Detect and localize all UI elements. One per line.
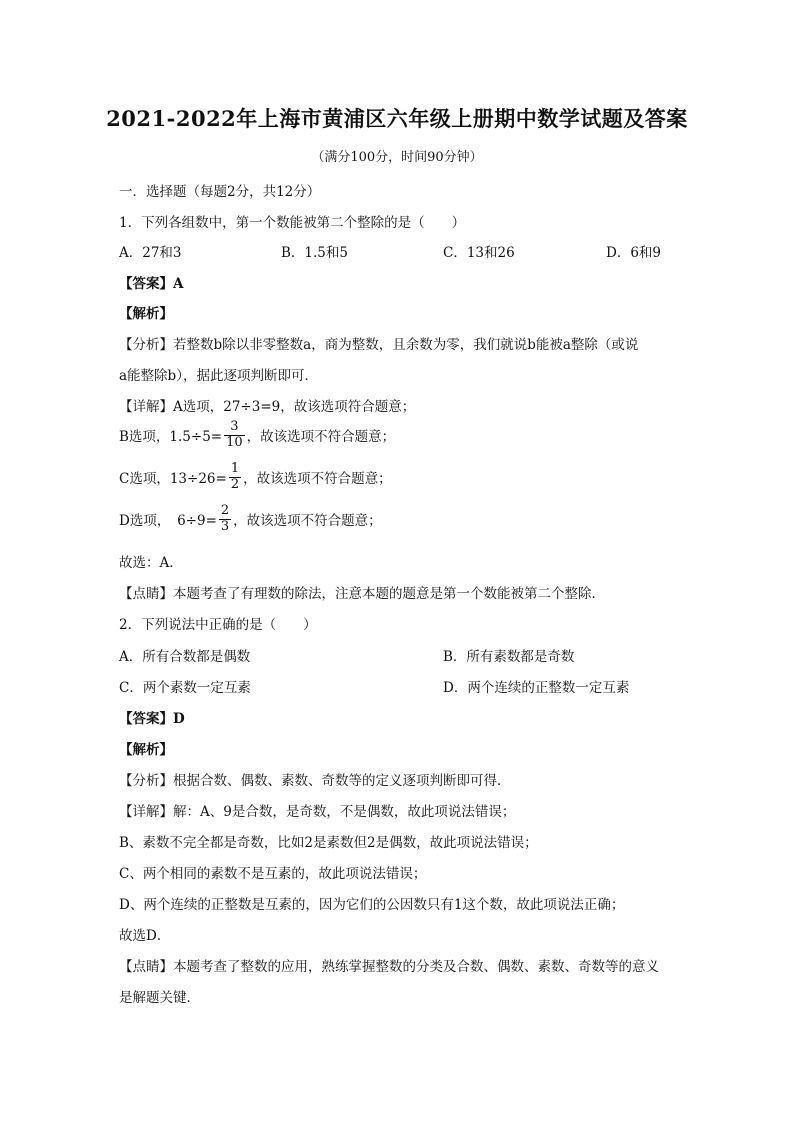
q2-dianjing-line-2: 是解题关键． bbox=[119, 990, 200, 1006]
question-1-stem: 1．下列各组数中，第一个数能被第二个整除的是（ ） bbox=[119, 215, 466, 231]
q1-detail-c-fraction bbox=[229, 462, 241, 493]
q2-option-b: B．所有素数都是奇数 bbox=[443, 649, 575, 665]
document-subtitle: （满分100分，时间90分钟） bbox=[311, 150, 483, 165]
section-heading: 一．选择题（每题2分，共12分） bbox=[119, 184, 321, 200]
q1-detail-b-fraction bbox=[224, 420, 245, 451]
q2-option-a: A．所有合数都是偶数 bbox=[119, 649, 251, 665]
q1-answer: 【答案】A bbox=[119, 276, 184, 292]
q1-choose: 故选：A． bbox=[119, 555, 183, 571]
q1-dianjing: 【点睛】本题考查了有理数的除法，注意本题的题意是第一个数能被第二个整除． bbox=[119, 586, 605, 602]
q1-detail-c bbox=[119, 462, 392, 493]
fraction-denominator: 10 bbox=[226, 434, 243, 450]
q2-detail-b: B、素数不完全都是奇数，比如2是素数但2是偶数，故此项说法错误； bbox=[119, 835, 538, 851]
q2-option-c: C．两个素数一定互素 bbox=[119, 680, 251, 696]
q2-analysis-label: 【解析】 bbox=[119, 742, 173, 758]
q1-option-d: D．6和9 bbox=[606, 245, 662, 261]
q1-detail-c-suffix: ，故该选项不符合题意； bbox=[243, 471, 392, 488]
q2-dianjing-line-1: 【点睛】本题考查了整数的应用，熟练掌握整数的分类及合数、偶数、素数、奇数等的意义 bbox=[119, 959, 659, 975]
q2-detail-c: C、两个相同的素数不是互素的，故此项说法错误； bbox=[119, 866, 427, 882]
q1-fenxi-line-1: 【分析】若整数b除以非零整数a，商为整数，且余数为零，我们就说b能被a整除（或说 bbox=[119, 337, 639, 353]
q1-option-c: C．13和26 bbox=[443, 245, 515, 261]
q2-detail-d: D、两个连续的正整数是互素的，因为它们的公因数只有1这个数，故此项说法正确； bbox=[119, 897, 625, 913]
q2-option-d: D．两个连续的正整数一定互素 bbox=[443, 680, 630, 696]
q2-fenxi: 【分析】根据合数、偶数、素数、奇数等的定义逐项判断即可得． bbox=[119, 773, 511, 789]
q1-detail-d bbox=[119, 504, 382, 535]
q1-detail-b-prefix: B选项，1.5÷5= bbox=[119, 429, 223, 446]
q1-analysis-label: 【解析】 bbox=[119, 306, 173, 322]
q1-detail-c-prefix: C选项，13÷26= bbox=[119, 471, 227, 488]
fraction-numerator: 2 bbox=[220, 503, 230, 518]
fraction-numerator: 1 bbox=[230, 461, 240, 476]
fraction-denominator: 2 bbox=[230, 476, 240, 492]
q1-detail-b-suffix: ，故该选项不符合题意； bbox=[246, 429, 396, 446]
document-title: 2021-2022年上海市黄浦区六年级上册期中数学试题及答案 bbox=[106, 106, 688, 131]
q1-detail-d-prefix: D选项， 6÷9= bbox=[119, 513, 217, 530]
q1-fenxi-line-2: a能整除b），据此逐项判断即可． bbox=[119, 368, 318, 384]
q1-detail-d-fraction bbox=[219, 504, 231, 535]
fraction-denominator: 3 bbox=[220, 518, 230, 534]
q1-detail-a: 【详解】A选项，27÷3=9，故该选项符合题意； bbox=[119, 399, 416, 415]
q1-option-b: B．1.5和5 bbox=[281, 245, 348, 261]
q1-detail-b bbox=[119, 420, 395, 451]
q2-detail-a: 【详解】解：A、9是合数，是奇数，不是偶数，故此项说法错误； bbox=[119, 804, 516, 820]
question-2-stem: 2．下列说法中正确的是（ ） bbox=[119, 617, 317, 633]
fraction-numerator: 3 bbox=[224, 420, 245, 436]
q2-answer: 【答案】D bbox=[119, 711, 185, 727]
q2-choose: 故选D． bbox=[119, 928, 171, 944]
q1-option-a: A．27和3 bbox=[119, 245, 182, 261]
q1-detail-d-suffix: ，故该选项不符合题意； bbox=[233, 513, 382, 530]
